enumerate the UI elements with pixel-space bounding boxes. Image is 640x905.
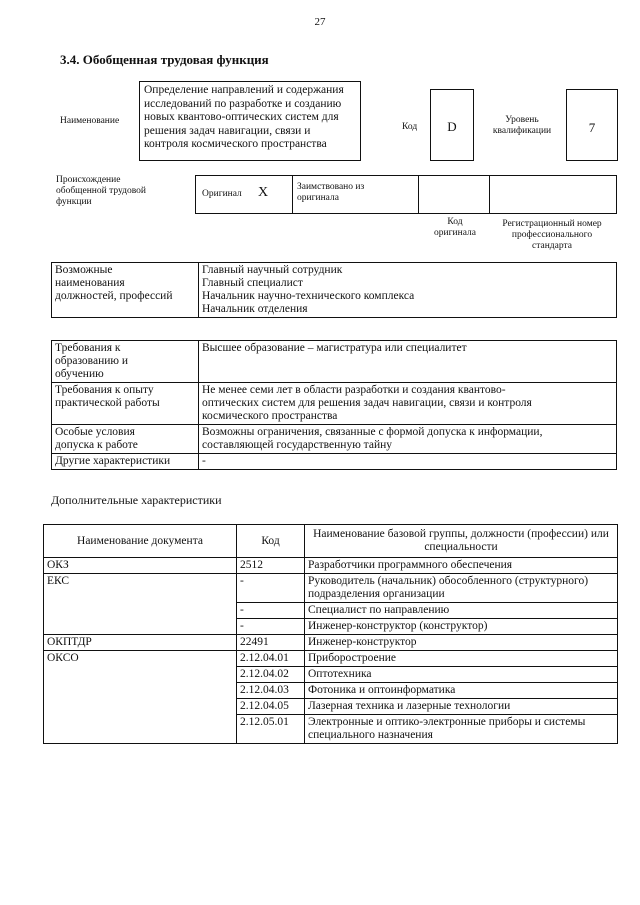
function-name-line: решения задач навигации, связи и <box>144 124 311 137</box>
level-label-line: Уровень <box>505 115 539 125</box>
requirement-value <box>199 454 617 470</box>
code-cell: - <box>237 574 305 603</box>
position-item: Главный специалист <box>202 277 303 289</box>
caption-line: оригинала <box>434 228 476 238</box>
header-group: Наименование базовой группы, должности (профессии) или специальности <box>305 525 618 558</box>
value-line: Высшее образование – магистратура или специалитет <box>202 342 467 354</box>
caption-line: Код <box>447 217 463 227</box>
code-cell: 2.12.04.02 <box>237 667 305 683</box>
function-name-line: контроля космического пространства <box>144 138 327 150</box>
label-line: Другие характеристики <box>55 455 171 467</box>
additional-table <box>43 524 618 744</box>
table-row <box>52 425 617 454</box>
function-name-line: новых квантово-оптических систем для <box>144 111 339 123</box>
code-cell: 2.12.04.03 <box>237 683 305 699</box>
value-line: Возможны ограничения, связанные с формой допуска к информации, <box>202 426 543 438</box>
origin-label <box>56 175 146 208</box>
positions-table <box>51 262 617 318</box>
name-cell: Инженер-конструктор (конструктор) <box>305 619 618 635</box>
code-cell: 2.12.05.01 <box>237 715 305 744</box>
table-row <box>44 635 618 651</box>
table-row <box>44 651 618 667</box>
section-title: 3.4. Обобщенная трудовая функция <box>60 52 269 67</box>
name-label: Наименование <box>60 116 120 126</box>
position-item: Начальник отделения <box>202 303 308 315</box>
function-name-line: исследований по разработке и созданию <box>144 97 342 110</box>
requirement-label <box>52 425 199 454</box>
positions-label <box>52 263 199 318</box>
value-line: составляющей государственную тайну <box>202 439 393 451</box>
requirement-value <box>199 425 617 454</box>
origin-label-line: обобщенной трудовой <box>56 186 146 196</box>
label-line: практической работы <box>55 397 160 409</box>
page-number: 27 <box>314 16 326 28</box>
table-header-row <box>44 525 618 558</box>
function-name-line: Определение направлений и содержания <box>144 84 344 96</box>
label-line: допуска к работе <box>55 439 138 451</box>
origin-label-line: функции <box>56 197 92 207</box>
label-line: должностей, профессий <box>55 290 173 302</box>
value-line: Не менее семи лет в области разработки и создания квантово- <box>202 384 506 396</box>
reg-number-caption <box>490 219 614 252</box>
code-cell: - <box>237 619 305 635</box>
value-line: космического пространства <box>202 410 338 422</box>
origin-table <box>195 175 617 214</box>
borrowed-label <box>297 182 364 204</box>
code-cell: 2.12.04.01 <box>237 651 305 667</box>
table-row <box>44 574 618 603</box>
position-item: Главный научный сотрудник <box>202 264 343 276</box>
doc-cell: ОКПТДР <box>44 635 237 651</box>
original-mark: X <box>258 185 269 200</box>
position-item: Начальник научно-технического комплекса <box>202 290 415 302</box>
code-box <box>430 89 474 161</box>
header-code: Код <box>237 525 305 558</box>
requirements-table <box>51 340 617 470</box>
code-cell: 2512 <box>237 558 305 574</box>
name-cell: Электронные и оптико-электронные приборы и системы специального назначения <box>305 715 618 744</box>
additional-title: Дополнительные характеристики <box>51 493 222 507</box>
code-original-caption <box>420 217 490 239</box>
label-line: Требования к опыту <box>55 384 154 396</box>
label-line: Возможные <box>55 264 113 276</box>
label-line: образованию и <box>55 355 128 367</box>
positions-list <box>199 263 617 318</box>
label-line: Требования к <box>55 342 121 354</box>
level-label-line: квалификации <box>492 126 552 136</box>
label-line: Особые условия <box>55 426 135 438</box>
requirement-label <box>52 454 199 470</box>
name-cell: Оптотехника <box>305 667 618 683</box>
label-line: наименования <box>55 277 125 289</box>
name-cell: Руководитель (начальник) обособленного (структурного) подразделения организации <box>305 574 618 603</box>
name-cell: Фотоника и оптоинформатика <box>305 683 618 699</box>
table-row <box>44 558 618 574</box>
table-row <box>52 383 617 425</box>
doc-cell: ОКСО <box>44 651 237 744</box>
name-cell: Специалист по направлению <box>305 603 618 619</box>
borrowed-label-line: Заимствовано из <box>297 182 365 192</box>
caption-line: стандарта <box>532 241 572 251</box>
table-row <box>52 341 617 383</box>
code-cell: 2.12.04.05 <box>237 699 305 715</box>
header-document: Наименование документа <box>44 525 237 558</box>
level-value: 7 <box>588 120 596 135</box>
requirement-label <box>52 341 199 383</box>
doc-cell: ОКЗ <box>44 558 237 574</box>
caption-line: профессионального <box>511 230 593 240</box>
code-label: Код <box>402 122 418 132</box>
requirement-value <box>199 341 617 383</box>
level-label <box>482 115 562 137</box>
doc-cell: ЕКС <box>44 574 237 635</box>
table-row <box>52 454 617 470</box>
name-cell: Лазерная техника и лазерные технологии <box>305 699 618 715</box>
caption-line: Регистрационный номер <box>502 219 602 229</box>
level-box <box>566 89 618 161</box>
requirement-label <box>52 383 199 425</box>
code-cell: - <box>237 603 305 619</box>
borrowed-label-line: оригинала <box>297 193 339 203</box>
value-line: - <box>202 455 206 467</box>
code-value: D <box>447 119 457 134</box>
code-cell: 22491 <box>237 635 305 651</box>
requirement-value <box>199 383 617 425</box>
value-line: оптических систем для решения задач навигации, связи и контроля <box>202 397 532 409</box>
name-cell: Инженер-конструктор <box>305 635 618 651</box>
name-cell: Приборостроение <box>305 651 618 667</box>
label-line: обучению <box>55 368 104 380</box>
function-name-box <box>139 81 361 161</box>
origin-label-line: Происхождение <box>56 175 121 185</box>
original-label: Оригинал <box>202 189 242 199</box>
name-cell: Разработчики программного обеспечения <box>305 558 618 574</box>
